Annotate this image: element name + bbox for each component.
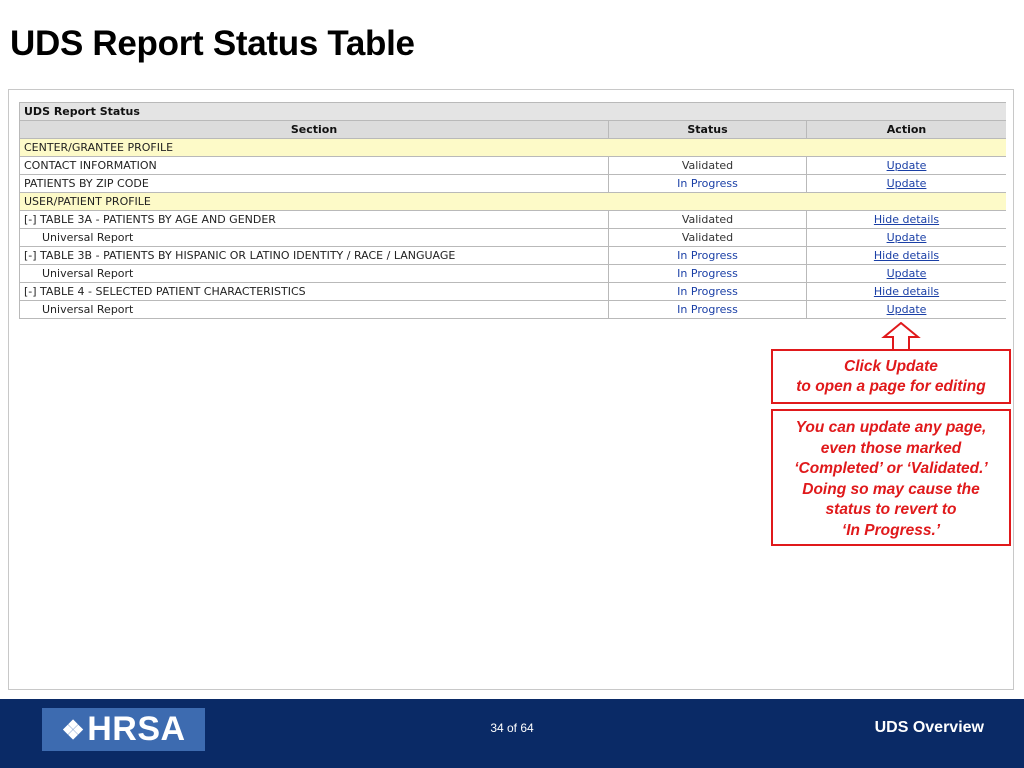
table-title-row xyxy=(20,103,1007,121)
callout-line: to open a page for editing xyxy=(796,378,986,395)
action-cell xyxy=(807,229,1007,247)
update-link[interactable]: Update xyxy=(886,177,927,190)
callout-line: even those marked xyxy=(820,439,962,457)
hide-details-link[interactable]: Hide details xyxy=(873,213,940,226)
section-cell: [-] TABLE 3B - PATIENTS BY HISPANIC OR LATINO IDENTITY / RACE / LANGUAGE xyxy=(20,247,609,265)
action-cell xyxy=(807,301,1007,319)
footer-label: UDS Overview xyxy=(874,719,984,736)
hide-details-link[interactable]: Hide details xyxy=(873,249,940,262)
section-group-row xyxy=(20,193,1007,211)
section-cell: CONTACT INFORMATION xyxy=(20,157,609,175)
section-cell: [-] TABLE 4 - SELECTED PATIENT CHARACTERISTICS xyxy=(20,283,609,301)
status-cell: In Progress xyxy=(609,175,807,193)
table-row xyxy=(20,229,1007,247)
status-cell: In Progress xyxy=(609,283,807,301)
table-row xyxy=(20,247,1007,265)
table-row xyxy=(20,175,1007,193)
action-cell xyxy=(807,283,1007,301)
table-header-row xyxy=(20,121,1007,139)
section-cell: PATIENTS BY ZIP CODE xyxy=(20,175,609,193)
status-cell: In Progress xyxy=(609,247,807,265)
update-link[interactable]: Update xyxy=(886,303,927,316)
callout-line: Doing so may cause the xyxy=(802,480,980,498)
update-link[interactable]: Update xyxy=(886,159,927,172)
status-panel xyxy=(19,102,1006,322)
section-cell: Universal Report xyxy=(20,229,609,247)
status-cell: Validated xyxy=(609,229,807,247)
table-row xyxy=(20,265,1007,283)
footer-bar xyxy=(0,699,1024,768)
callout-line: ‘In Progress.’ xyxy=(841,521,941,539)
status-cell: In Progress xyxy=(609,265,807,283)
callout-line: Click Update xyxy=(844,358,938,375)
hrsa-logo-text: HRSA xyxy=(87,710,186,748)
section-cell: Universal Report xyxy=(20,301,609,319)
table-row xyxy=(20,301,1007,319)
status-cell: In Progress xyxy=(609,301,807,319)
update-note-callout xyxy=(771,409,1011,546)
slide-title: UDS Report Status Table xyxy=(10,24,415,63)
table-body xyxy=(20,139,1007,319)
uds-report-status-table xyxy=(19,102,1006,319)
section-cell: USER/PATIENT PROFILE xyxy=(20,193,1007,211)
action-cell xyxy=(807,157,1007,175)
status-column-header: Status xyxy=(609,121,807,139)
callout-line: ‘Completed’ or ‘Validated.’ xyxy=(794,460,988,477)
action-cell xyxy=(807,211,1007,229)
hide-details-link[interactable]: Hide details xyxy=(873,285,940,298)
table-row xyxy=(20,211,1007,229)
update-link[interactable]: Update xyxy=(886,231,927,244)
page-number: 34 of 64 xyxy=(490,721,534,735)
table-row xyxy=(20,157,1007,175)
action-column-header: Action xyxy=(807,121,1007,139)
callout-line: status to revert to xyxy=(825,501,957,518)
section-column-header: Section xyxy=(20,121,609,139)
section-cell: CENTER/GRANTEE PROFILE xyxy=(20,139,1007,157)
table-title: UDS Report Status xyxy=(20,103,1007,121)
hrsa-logo xyxy=(42,708,205,751)
section-cell: [-] TABLE 3A - PATIENTS BY AGE AND GENDER xyxy=(20,211,609,229)
status-cell: Validated xyxy=(609,211,807,229)
table-row xyxy=(20,283,1007,301)
arrow-up-icon xyxy=(881,322,921,352)
section-cell: Universal Report xyxy=(20,265,609,283)
status-cell: Validated xyxy=(609,157,807,175)
click-update-callout xyxy=(771,349,1011,404)
update-link[interactable]: Update xyxy=(886,267,927,280)
action-cell xyxy=(807,265,1007,283)
callout-line: You can update any page, xyxy=(795,419,987,436)
hrsa-emblem-icon: ❖ xyxy=(61,714,86,745)
action-cell xyxy=(807,175,1007,193)
section-group-row xyxy=(20,139,1007,157)
action-cell xyxy=(807,247,1007,265)
